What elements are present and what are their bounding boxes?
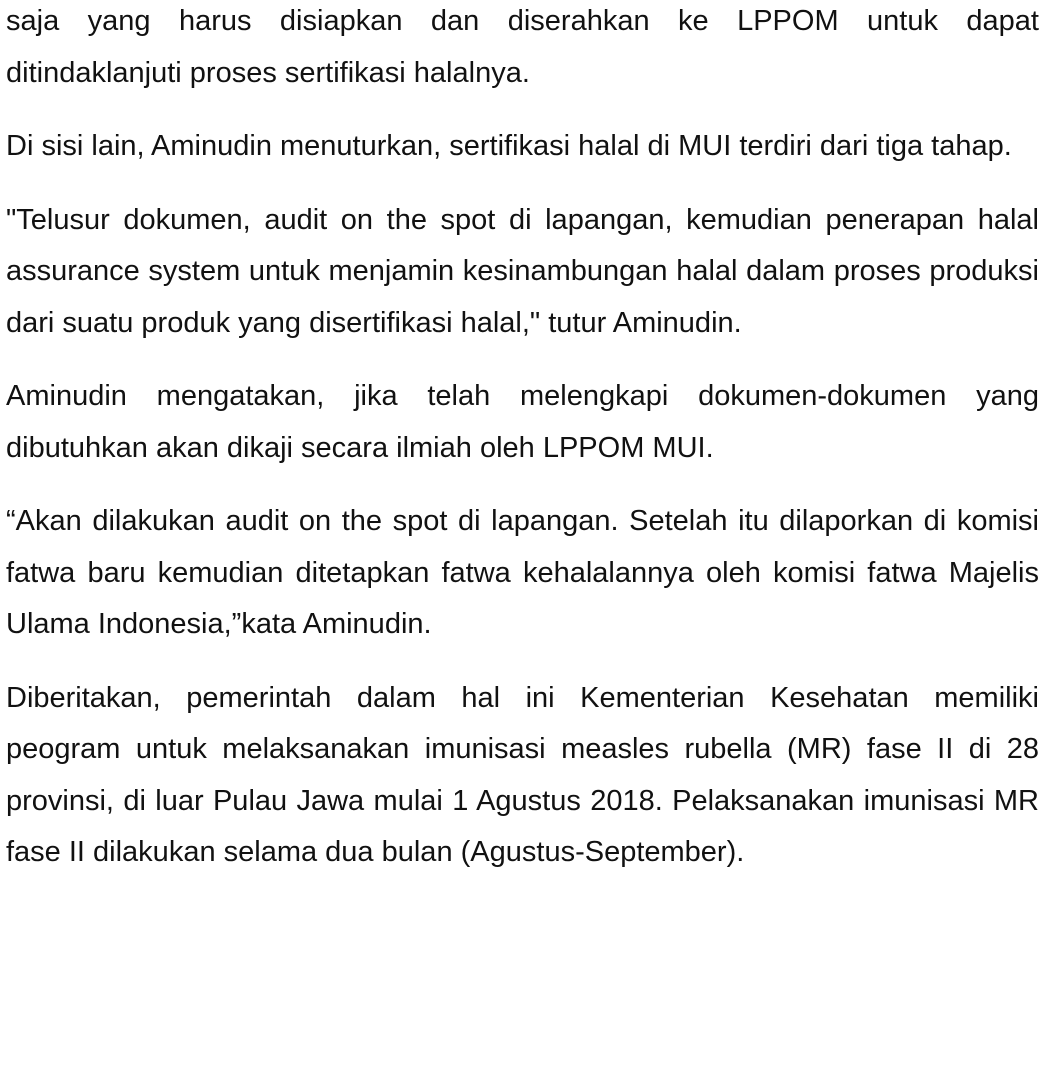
article-paragraph: "Telusur dokumen, audit on the spot di lapangan, kemudian penerapan halal assurance system untuk menjamin kesinambungan halal dalam proses produksi dari suatu produk yang disertifikasi halal," tutur Aminudin. (6, 203, 1039, 339)
article-paragraph: Diberitakan, pemerintah dalam hal ini Kementerian Kesehatan memiliki peogram untuk melaksanakan imunisasi measles rubella (MR) fase II di 28 provinsi, di luar Pulau Jawa mulai 1 Agustus 2018. Pelaksanakan imunisasi MR fase II dilakukan selama dua bulan (Agustus-September). (6, 681, 1039, 868)
article-paragraph: Di sisi lain, Aminudin menuturkan, sertifikasi halal di MUI terdiri dari tiga tahap. (6, 130, 1012, 162)
article-paragraph: “Akan dilakukan audit on the spot di lapangan. Setelah itu dilaporkan di komisi fatwa baru kemudian ditetapkan fatwa kehalalannya oleh komisi fatwa Majelis Ulama Indonesia,”kata Aminudin. (6, 505, 1039, 640)
article-paragraph: saja yang harus disiapkan dan diserahkan ke LPPOM untuk dapat ditindaklanjuti proses sertifikasi halalnya. (6, 5, 1039, 89)
article-paragraph: Aminudin mengatakan, jika telah melengkapi dokumen-dokumen yang dibutuhkan akan dikaji secara ilmiah oleh LPPOM MUI. (6, 380, 1039, 464)
